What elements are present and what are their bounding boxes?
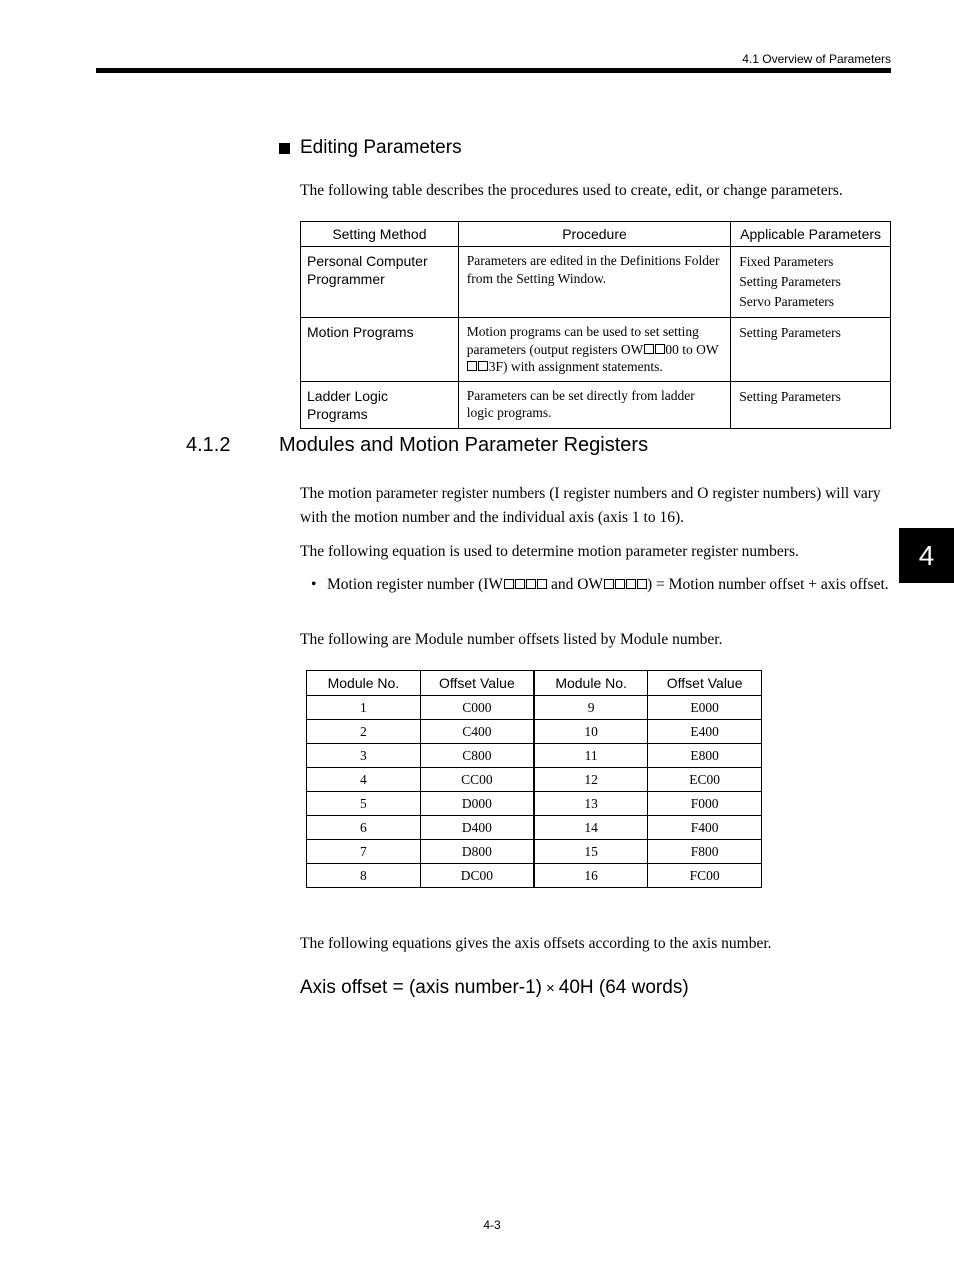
- multiply-sign: ×: [546, 980, 555, 997]
- offset-value-cell: D000: [420, 792, 534, 816]
- method-cell: Motion Programs: [301, 318, 459, 382]
- offset-value-cell: FC00: [648, 864, 762, 888]
- paragraph: The following equation is used to determine motion parameter register numbers.: [300, 543, 799, 560]
- procedure-cell: [458, 318, 730, 382]
- module-no-cell: 9: [534, 696, 648, 720]
- params-cell: [731, 247, 891, 318]
- module-no-cell: 5: [307, 792, 421, 816]
- param-item: Setting Parameters: [739, 325, 841, 340]
- table-row: [307, 696, 762, 720]
- module-no-cell: 3: [307, 744, 421, 768]
- offset-value-cell: F000: [648, 792, 762, 816]
- section-heading: [279, 137, 462, 159]
- module-no-cell: 16: [534, 864, 648, 888]
- procedure-cell: Parameters can be set directly from ladder logic programs.: [458, 381, 730, 428]
- offset-value-cell: D400: [420, 816, 534, 840]
- params-cell: [731, 318, 891, 382]
- placeholder-box-icon: [626, 579, 636, 589]
- section-intro: The following table describes the procedures used to create, edit, or change parameters.: [300, 182, 843, 199]
- placeholder-box-icon: [537, 579, 547, 589]
- param-item: Fixed Parameters: [739, 254, 834, 269]
- module-no-cell: 2: [307, 720, 421, 744]
- offset-value-cell: E000: [648, 696, 762, 720]
- header-offset-value: Offset Value: [648, 671, 762, 696]
- bullet-item: [311, 574, 891, 596]
- offset-value-cell: F800: [648, 840, 762, 864]
- param-item: Setting Parameters: [739, 388, 841, 404]
- paragraph: The motion parameter register numbers (I register numbers and O register numbers) will vary with the motion number and the individual axis (axis 1 to 16).: [300, 485, 881, 526]
- offset-value-cell: DC00: [420, 864, 534, 888]
- subsection-number: 4.1.2: [186, 434, 231, 456]
- table-header-row: [307, 671, 762, 696]
- section-title: Editing Parameters: [300, 137, 462, 158]
- param-item: Servo Parameters: [739, 294, 835, 309]
- placeholder-box-icon: [467, 361, 477, 371]
- bullet-text: [311, 574, 891, 596]
- module-no-cell: 4: [307, 768, 421, 792]
- subsection-title: Modules and Motion Parameter Registers: [279, 434, 649, 456]
- module-offset-table: [306, 670, 762, 888]
- params-cell: [731, 381, 891, 428]
- paragraph: The following are Module number offsets listed by Module number.: [300, 631, 723, 648]
- module-no-cell: 13: [534, 792, 648, 816]
- header-rule: [96, 68, 891, 73]
- procedure-text: 3F) with assignment statements.: [488, 359, 663, 374]
- placeholder-box-icon: [637, 579, 647, 589]
- procedure-text: Motion programs can be used to set setting parameters (output registers OW: [466, 324, 699, 357]
- offset-value-cell: F400: [648, 816, 762, 840]
- bullet-text-part: ) = Motion number offset + axis offset.: [647, 576, 889, 593]
- placeholder-box-icon: [604, 579, 614, 589]
- placeholder-box-icon: [526, 579, 536, 589]
- table-row: [301, 318, 891, 382]
- table-row: [307, 792, 762, 816]
- offset-value-cell: EC00: [648, 768, 762, 792]
- offset-value-cell: E800: [648, 744, 762, 768]
- table-row: [301, 381, 891, 428]
- method-cell: Personal Computer Programmer: [301, 247, 459, 318]
- equation-left: Axis offset = (axis number-1): [300, 977, 542, 998]
- square-bullet-icon: [279, 143, 290, 154]
- setting-methods-table: [300, 221, 891, 429]
- bullet-text-part: and OW: [547, 576, 604, 593]
- module-no-cell: 14: [534, 816, 648, 840]
- placeholder-box-icon: [504, 579, 514, 589]
- offset-value-cell: C000: [420, 696, 534, 720]
- placeholder-box-icon: [615, 579, 625, 589]
- header-module-no: Module No.: [307, 671, 421, 696]
- header-setting-method: Setting Method: [301, 222, 459, 247]
- chapter-tab: 4: [899, 528, 954, 583]
- placeholder-box-icon: [655, 344, 665, 354]
- offset-value-cell: D800: [420, 840, 534, 864]
- module-no-cell: 10: [534, 720, 648, 744]
- bullet-text-part: Motion register number (IW: [327, 576, 504, 593]
- module-no-cell: 1: [307, 696, 421, 720]
- header-procedure: Procedure: [458, 222, 730, 247]
- table-row: [307, 768, 762, 792]
- page-number: 4-3: [483, 1218, 501, 1232]
- procedure-text: 00 to OW: [665, 341, 719, 357]
- table-header-row: [301, 222, 891, 247]
- header-module-no: Module No.: [534, 671, 648, 696]
- procedure-cell: Parameters are edited in the Definitions Folder from the Setting Window.: [458, 247, 730, 318]
- placeholder-box-icon: [515, 579, 525, 589]
- placeholder-box-icon: [644, 344, 654, 354]
- running-header: 4.1 Overview of Parameters: [742, 52, 891, 66]
- table-row: [307, 720, 762, 744]
- offset-value-cell: E400: [648, 720, 762, 744]
- table-row: [307, 840, 762, 864]
- header-applicable-parameters: Applicable Parameters: [731, 222, 891, 247]
- header-offset-value: Offset Value: [420, 671, 534, 696]
- table-row: [307, 744, 762, 768]
- module-no-cell: 6: [307, 816, 421, 840]
- offset-value-cell: C800: [420, 744, 534, 768]
- module-no-cell: 8: [307, 864, 421, 888]
- bullet-marker: •: [311, 576, 317, 593]
- offset-value-cell: C400: [420, 720, 534, 744]
- table-row: [301, 247, 891, 318]
- placeholder-box-icon: [478, 361, 488, 371]
- module-no-cell: 7: [307, 840, 421, 864]
- method-cell: Ladder Logic Programs: [301, 381, 459, 428]
- equation-right: 40H (64 words): [558, 977, 689, 998]
- offset-value-cell: CC00: [420, 768, 534, 792]
- table-row: [307, 864, 762, 888]
- axis-offset-equation: [300, 977, 689, 999]
- paragraph: The following equations gives the axis offsets according to the axis number.: [300, 935, 772, 952]
- module-no-cell: 15: [534, 840, 648, 864]
- module-no-cell: 11: [534, 744, 648, 768]
- module-no-cell: 12: [534, 768, 648, 792]
- param-item: Setting Parameters: [739, 274, 841, 289]
- table-row: [307, 816, 762, 840]
